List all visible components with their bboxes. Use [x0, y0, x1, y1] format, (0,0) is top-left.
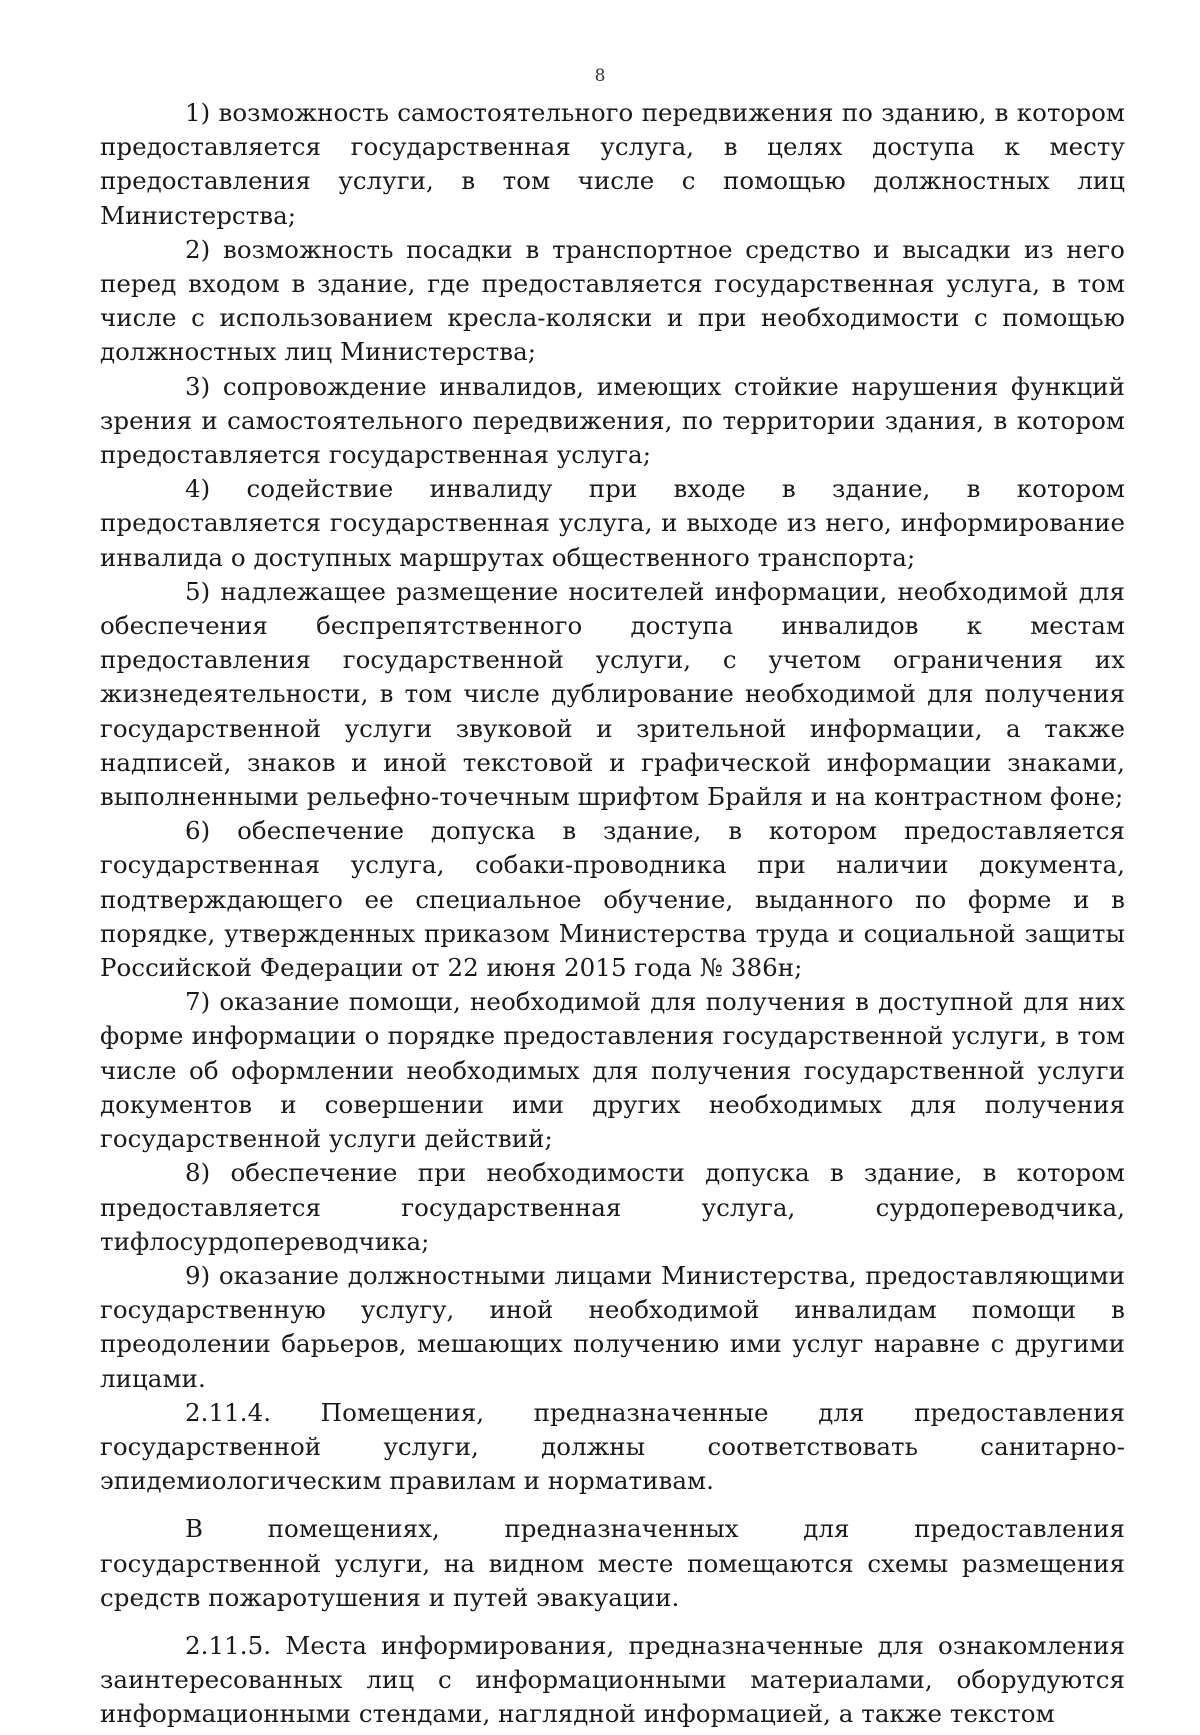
paragraph-item-4: 4) содействие инвалиду при входе в здание, в котором предоставляется государственная услуга, и выходе из него, информирование инвалида о доступных маршрутах общественного транспорта; [100, 474, 1125, 572]
paragraph-item-5: 5) надлежащее размещение носителей информации, необходимой для обеспечения беспрепятственного доступа инвалидов к местам предоставления государственной услуги, с учетом ограничения их жизнедеятельности, в том числе дублирование необходимой для получения государственной услуги звуковой и зрительной информации, а также надписей, знаков и иной текстовой и графической информации знаками, выполненными рельефно-точечным шрифтом Брайля и на контрастном фоне; [100, 576, 1125, 812]
paragraph-section-2-11-5: 2.11.5. Места информирования, предназначенные для ознакомления заинтересованных лиц с информационными материалами, оборудуются информационными стендами, наглядной информацией, а также текстом [100, 1630, 1125, 1729]
page-number: 8 [594, 66, 606, 86]
paragraph-item-1: 1) возможность самостоятельного передвижения по зданию, в котором предоставляется государственная услуга, в целях доступа к месту предоставления услуги, в том числе с помощью должностных лиц Министерства; [100, 98, 1125, 230]
document-body [100, 96, 1125, 1732]
paragraph-item-9: 9) оказание должностными лицами Министерства, предоставляющими государственную услугу, иной необходимой инвалидам помощи в преодолении барьеров, мешающих получению ими услуг наравне с другими лицами. [100, 1260, 1125, 1393]
paragraph-item-2: 2) возможность посадки в транспортное средство и высадки из него перед входом в здание, где предоставляется государственная услуга, в том числе с использованием кресла-коляски и при необходимости с помощью должностных лиц Министерства; [100, 234, 1125, 367]
paragraph-item-3: 3) сопровождение инвалидов, имеющих стойкие нарушения функций зрения и самостоятельного передвижения, по территории здания, в котором предоставляется государственная услуга; [100, 371, 1125, 470]
paragraph-fire-safety: В помещениях, предназначенных для предоставления государственной услуги, на видном месте помещаются схемы размещения средств пожаротушения и путей эвакуации. [100, 1514, 1125, 1612]
paragraph-section-2-11-4: 2.11.4. Помещения, предназначенные для предоставления государственной услуги, должны соответствовать санитарно-эпидемиологическим правилам и нормативам. [100, 1397, 1125, 1496]
paragraph-item-8: 8) обеспечение при необходимости допуска в здание, в котором предоставляется государственная услуга, сурдопереводчика, тифлосурдопереводчика; [100, 1158, 1125, 1256]
paragraph-item-6: 6) обеспечение допуска в здание, в котором предоставляется государственная услуга, собаки-проводника при наличии документа, подтверждающего ее специальное обучение, выданного по форме и в порядке, утвержденных приказом Министерства труда и социальной защиты Российской Федерации от 22 июня 2015 года № 386н; [100, 816, 1125, 983]
paragraph-item-7: 7) оказание помощи, необходимой для получения в доступной для них форме информации о порядке предоставления государственной услуги, в том числе об оформлении необходимых для получения государственной услуги документов и совершении ими других необходимых для получения государственной услуги действий; [100, 987, 1125, 1154]
